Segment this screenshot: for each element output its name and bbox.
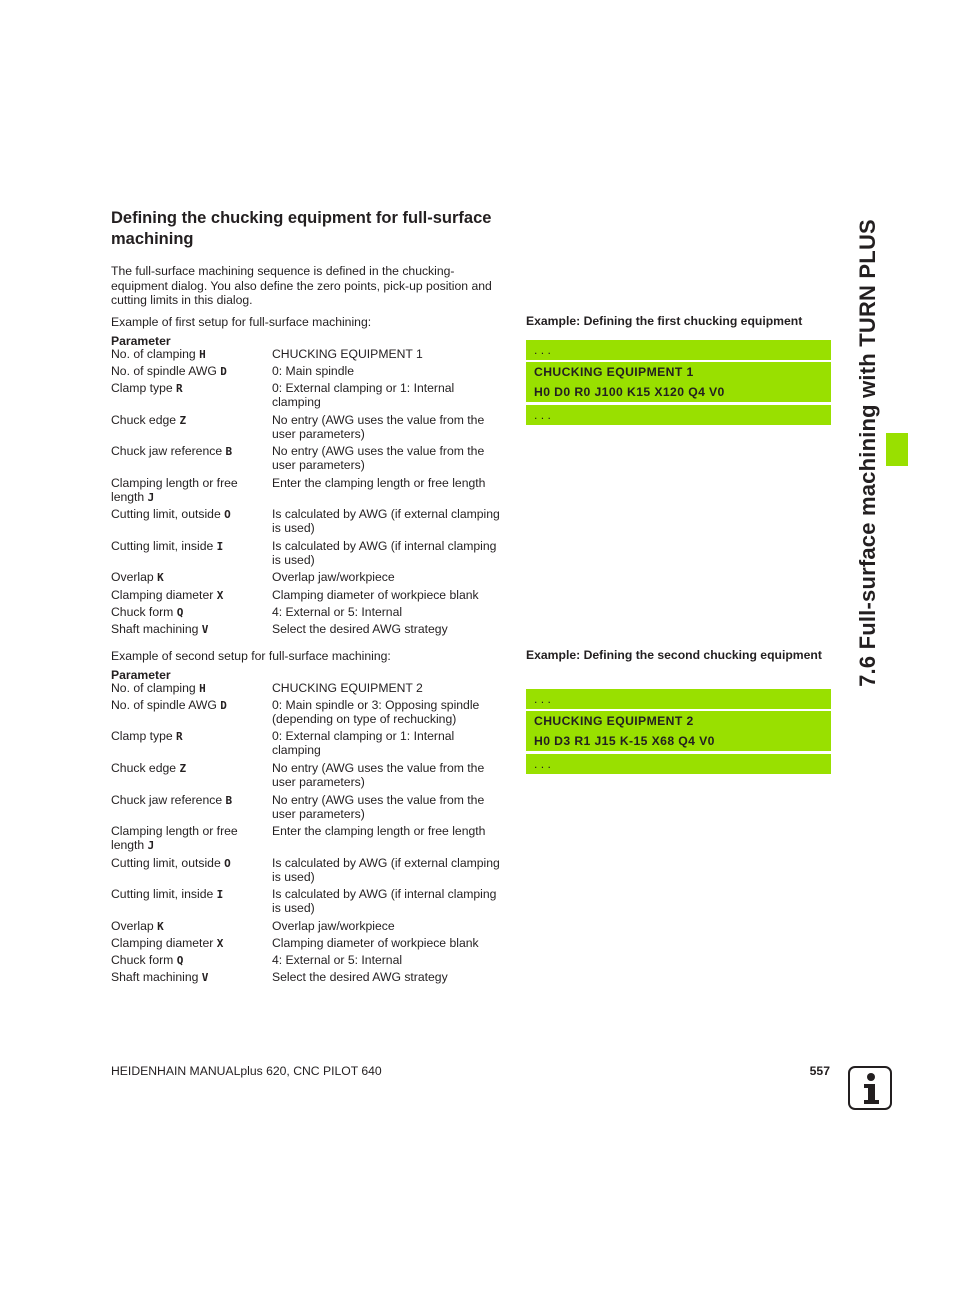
param-name-text: No. of clamping <box>111 347 196 361</box>
param-code: J <box>147 839 155 853</box>
param-name <box>111 793 263 808</box>
param-name <box>111 761 263 776</box>
param-name-text: Shaft machining <box>111 970 199 984</box>
setup1-example-title: Example: Defining the first chucking equipment <box>526 314 803 328</box>
param-name-text: Cutting limit, inside <box>111 887 214 901</box>
param-description: Clamping diameter of workpiece blank <box>272 588 479 602</box>
param-code: D <box>220 365 227 378</box>
param-name-text: Overlap <box>111 570 154 584</box>
setup1-param-header: Parameter <box>111 334 171 348</box>
chapter-side-title-text: 7.6 Full-surface machining with TURN PLUS <box>855 219 880 687</box>
param-code: D <box>220 699 227 712</box>
param-name <box>111 698 263 713</box>
param-name-text: Chuck form <box>111 953 174 967</box>
param-name <box>111 729 263 744</box>
param-code: V <box>201 623 209 636</box>
chapter-side-title <box>848 218 888 688</box>
param-code: X <box>216 937 224 950</box>
param-name <box>111 588 263 603</box>
param-name <box>111 919 263 934</box>
code-line: . . . <box>526 405 831 425</box>
param-name <box>111 824 263 853</box>
param-name <box>111 444 263 459</box>
param-code: R <box>176 382 183 395</box>
param-name-text: Clamping length or free length <box>111 476 238 505</box>
param-code: Q <box>176 954 184 967</box>
param-name-text: No. of spindle AWG <box>111 698 217 712</box>
param-code: B <box>225 445 233 458</box>
param-name-text: Chuck edge <box>111 761 177 775</box>
param-code: Z <box>179 762 187 775</box>
param-code: O <box>224 857 231 870</box>
param-description: 0: Main spindle <box>272 364 354 378</box>
param-code: K <box>157 571 164 584</box>
intro-paragraph: The full-surface machining sequence is defined in the chucking-equipment dialog. You also define the zero points, pick-up position and cutting limits in this dialog. <box>111 264 492 307</box>
param-description: Clamping diameter of workpiece blank <box>272 936 479 950</box>
param-code: V <box>201 971 209 984</box>
param-description: Is calculated by AWG (if internal clamping is used) <box>272 887 497 916</box>
param-code: O <box>224 508 231 521</box>
param-name <box>111 681 263 696</box>
param-code: I <box>216 888 224 901</box>
param-description: Enter the clamping length or free length <box>272 476 486 490</box>
param-description: Is calculated by AWG (if external clamping is used) <box>272 856 500 885</box>
chapter-tab-marker <box>886 433 908 466</box>
code-line: CHUCKING EQUIPMENT 1 <box>526 362 831 382</box>
param-code: Q <box>176 606 184 619</box>
param-name <box>111 622 263 637</box>
param-description: CHUCKING EQUIPMENT 2 <box>272 681 423 695</box>
code-line: H0 D0 R0 J100 K15 X120 Q4 V0 <box>526 382 831 402</box>
param-code: R <box>176 730 183 743</box>
param-description: No entry (AWG uses the value from the user parameters) <box>272 413 485 442</box>
param-name-text: Cutting limit, inside <box>111 539 214 553</box>
param-name <box>111 953 263 968</box>
param-name-text: Chuck jaw reference <box>111 444 223 458</box>
param-name-text: No. of clamping <box>111 681 196 695</box>
param-name <box>111 970 263 985</box>
param-name <box>111 364 263 379</box>
info-icon <box>848 1066 892 1110</box>
param-name-text: Clamping length or free length <box>111 824 238 853</box>
param-name <box>111 476 263 505</box>
code-line: H0 D3 R1 J15 K-15 X68 Q4 V0 <box>526 731 831 751</box>
param-name <box>111 539 263 554</box>
param-description: Overlap jaw/workpiece <box>272 919 395 933</box>
param-code: I <box>216 540 224 553</box>
param-name <box>111 347 263 362</box>
param-name-text: Overlap <box>111 919 154 933</box>
param-code: B <box>225 794 233 807</box>
param-description: Enter the clamping length or free length <box>272 824 486 838</box>
setup2-example-title: Example: Defining the second chucking equipment <box>526 648 822 662</box>
param-description: No entry (AWG uses the value from the user parameters) <box>272 761 485 790</box>
param-name <box>111 413 263 428</box>
param-name-text: Clamping diameter <box>111 936 214 950</box>
param-name-text: Cutting limit, outside <box>111 856 221 870</box>
param-description: 0: External clamping or 1: Internal clamping <box>272 381 455 410</box>
param-code: H <box>199 682 206 695</box>
param-description: Select the desired AWG strategy <box>272 622 448 636</box>
param-name-text: Chuck edge <box>111 413 177 427</box>
param-description: Overlap jaw/workpiece <box>272 570 395 584</box>
param-code: Z <box>179 414 187 427</box>
param-name <box>111 605 263 620</box>
param-name-text: No. of spindle AWG <box>111 364 217 378</box>
param-name-text: Chuck form <box>111 605 174 619</box>
param-description: 4: External or 5: Internal <box>272 605 403 619</box>
param-name <box>111 856 263 871</box>
footer-product-name: HEIDENHAIN MANUALplus 620, CNC PILOT 640 <box>111 1064 382 1078</box>
param-description: No entry (AWG uses the value from the user parameters) <box>272 444 485 473</box>
param-description: CHUCKING EQUIPMENT 1 <box>272 347 423 361</box>
param-code: H <box>199 348 206 361</box>
param-name-text: Clamp type <box>111 381 173 395</box>
param-description: 0: Main spindle or 3: Opposing spindle (depending on type of rechucking) <box>272 698 480 727</box>
code-line: . . . <box>526 340 831 360</box>
param-name <box>111 936 263 951</box>
param-code: J <box>147 491 155 505</box>
param-code: X <box>216 589 224 602</box>
code-line: . . . <box>526 754 831 774</box>
param-name-text: Cutting limit, outside <box>111 507 221 521</box>
param-name <box>111 570 263 585</box>
param-description: No entry (AWG uses the value from the user parameters) <box>272 793 485 822</box>
param-description: 0: External clamping or 1: Internal clamping <box>272 729 455 758</box>
param-name <box>111 507 263 522</box>
page-number: 557 <box>809 1064 830 1078</box>
code-line: CHUCKING EQUIPMENT 2 <box>526 711 831 731</box>
param-code: K <box>157 920 164 933</box>
param-name-text: Clamping diameter <box>111 588 214 602</box>
param-description: Select the desired AWG strategy <box>272 970 448 984</box>
param-name-text: Chuck jaw reference <box>111 793 223 807</box>
param-name <box>111 887 263 902</box>
param-description: Is calculated by AWG (if internal clamping is used) <box>272 539 497 568</box>
setup2-param-header: Parameter <box>111 668 171 682</box>
section-heading: Defining the chucking equipment for full-surface machining <box>111 209 492 248</box>
param-description: 4: External or 5: Internal <box>272 953 403 967</box>
setup1-lead: Example of first setup for full-surface machining: <box>111 315 372 329</box>
param-name-text: Shaft machining <box>111 622 199 636</box>
param-name-text: Clamp type <box>111 729 173 743</box>
param-description: Is calculated by AWG (if external clamping is used) <box>272 507 500 536</box>
setup2-lead: Example of second setup for full-surface machining: <box>111 649 391 663</box>
code-line: . . . <box>526 689 831 709</box>
param-name <box>111 381 263 396</box>
